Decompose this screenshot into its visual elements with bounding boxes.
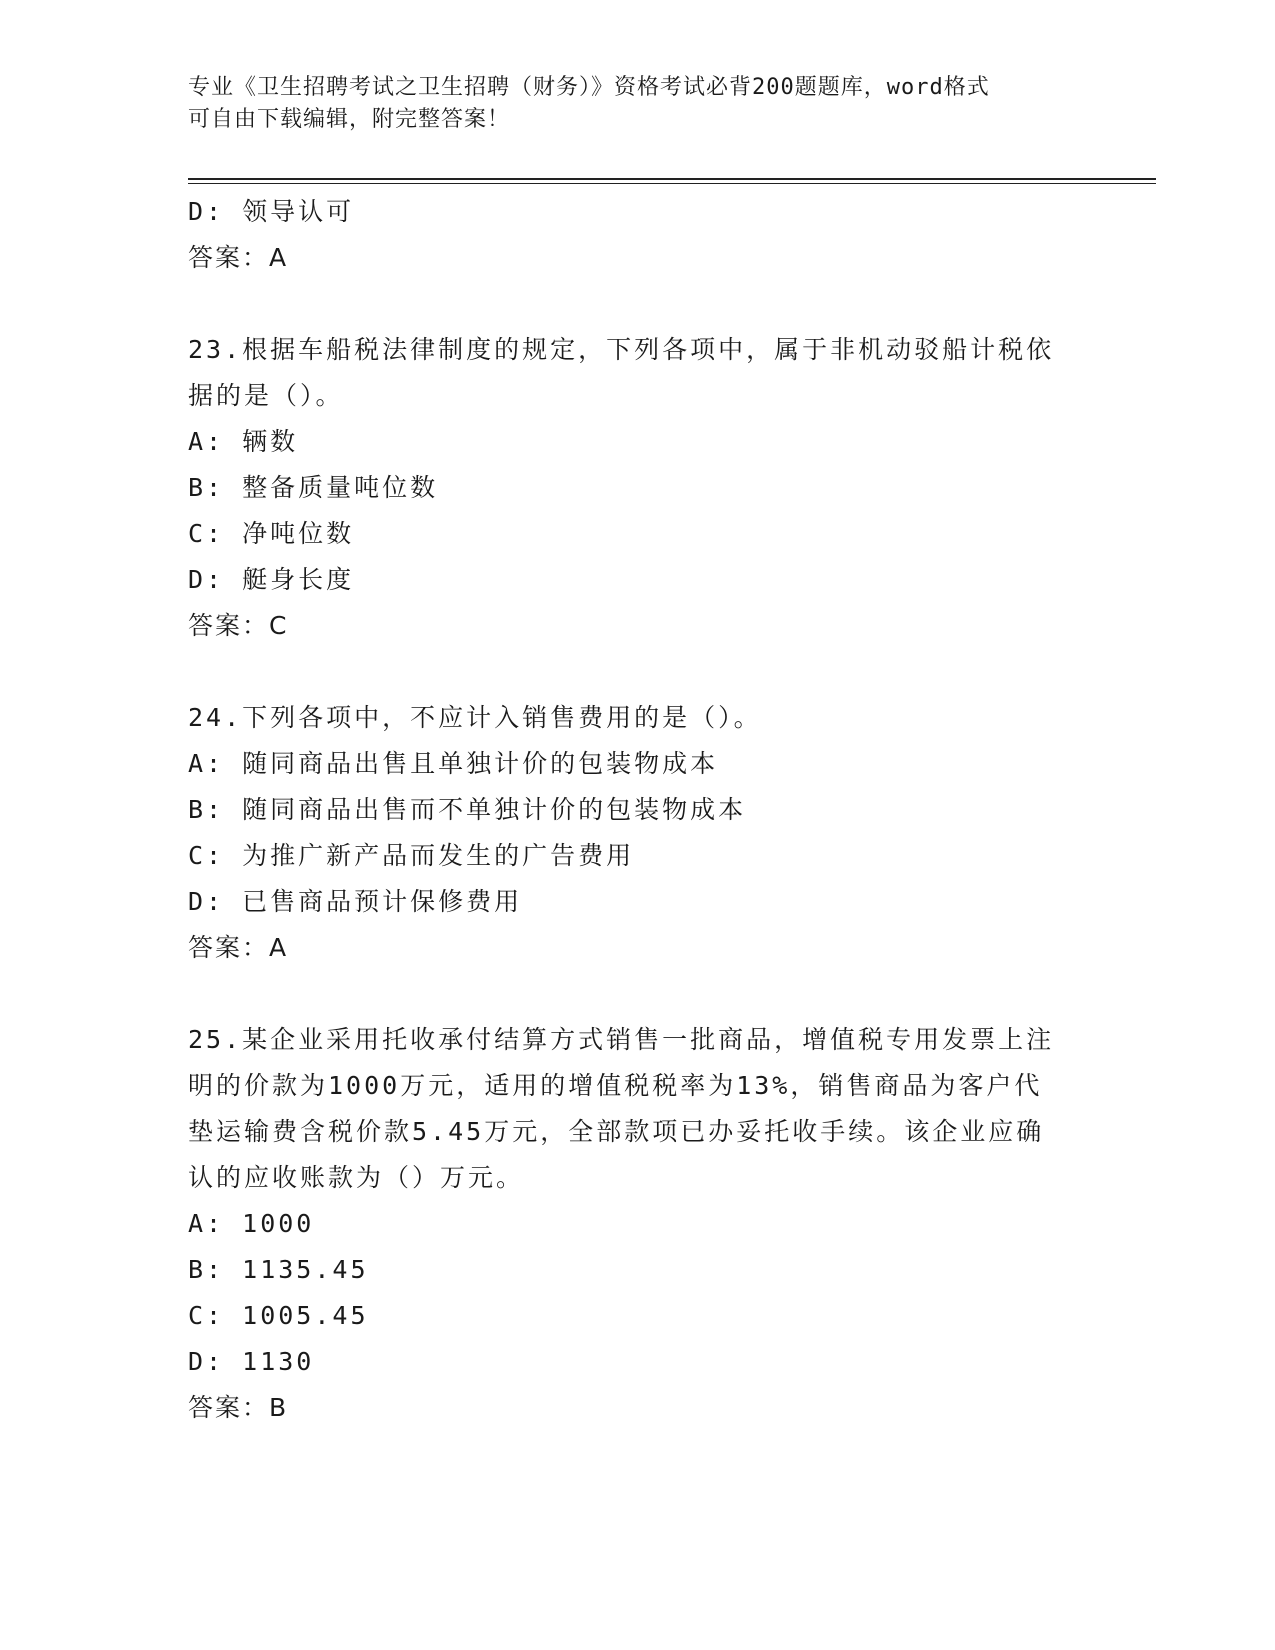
answer: 答案：B bbox=[188, 1393, 289, 1422]
option-a: A: 随同商品出售且单独计价的包装物成本 bbox=[188, 749, 719, 778]
option-d: D: 1130 bbox=[188, 1347, 315, 1376]
previous-answer: 答案：A bbox=[188, 243, 289, 272]
option-b: B: 整备质量吨位数 bbox=[188, 473, 439, 502]
option-a: A: 1000 bbox=[188, 1209, 315, 1238]
header-line-2: 可自由下载编辑，附完整答案！ bbox=[188, 107, 511, 132]
option-c: C: 1005.45 bbox=[188, 1301, 369, 1330]
header-line-1: 专业《卫生招聘考试之卫生招聘（财务）》资格考试必背200题题库，word格式 bbox=[188, 75, 990, 100]
question-24 bbox=[188, 695, 1088, 971]
question-stem-line: 垫运输费含税价款5.45万元，全部款项已办妥托收手续。该企业应确 bbox=[188, 1117, 1045, 1146]
question-stem-line: 据的是（）。 bbox=[188, 381, 344, 410]
document-header bbox=[188, 72, 1068, 136]
option-d: D: 艇身长度 bbox=[188, 565, 355, 594]
spacer bbox=[188, 971, 1088, 1017]
option-c: C: 净吨位数 bbox=[188, 519, 355, 548]
option-b: B: 随同商品出售而不单独计价的包装物成本 bbox=[188, 795, 747, 824]
question-stem-line: 明的价款为1000万元，适用的增值税税率为13%，销售商品为客户代 bbox=[188, 1071, 1043, 1100]
option-c: C: 为推广新产品而发生的广告费用 bbox=[188, 841, 635, 870]
question-stem-line: 24.下列各项中，不应计入销售费用的是（）。 bbox=[188, 703, 762, 732]
spacer bbox=[188, 649, 1088, 695]
question-25 bbox=[188, 1017, 1088, 1431]
option-b: B: 1135.45 bbox=[188, 1255, 369, 1284]
header-rule-thin bbox=[188, 183, 1156, 184]
question-list bbox=[188, 189, 1088, 1431]
question-stem-line: 23.根据车船税法律制度的规定，下列各项中，属于非机动驳船计税依 bbox=[188, 335, 1055, 364]
question-stem-line: 认的应收账款为（）万元。 bbox=[188, 1163, 525, 1192]
previous-option-d: D: 领导认可 bbox=[188, 197, 355, 226]
question-stem-line: 25.某企业采用托收承付结算方式销售一批商品，增值税专用发票上注 bbox=[188, 1025, 1055, 1054]
option-a: A: 辆数 bbox=[188, 427, 299, 456]
header-rule-thick bbox=[188, 178, 1156, 180]
option-d: D: 已售商品预计保修费用 bbox=[188, 887, 523, 916]
question-23 bbox=[188, 327, 1088, 649]
answer: 答案：C bbox=[188, 611, 289, 640]
spacer bbox=[188, 281, 1088, 327]
answer: 答案：A bbox=[188, 933, 289, 962]
